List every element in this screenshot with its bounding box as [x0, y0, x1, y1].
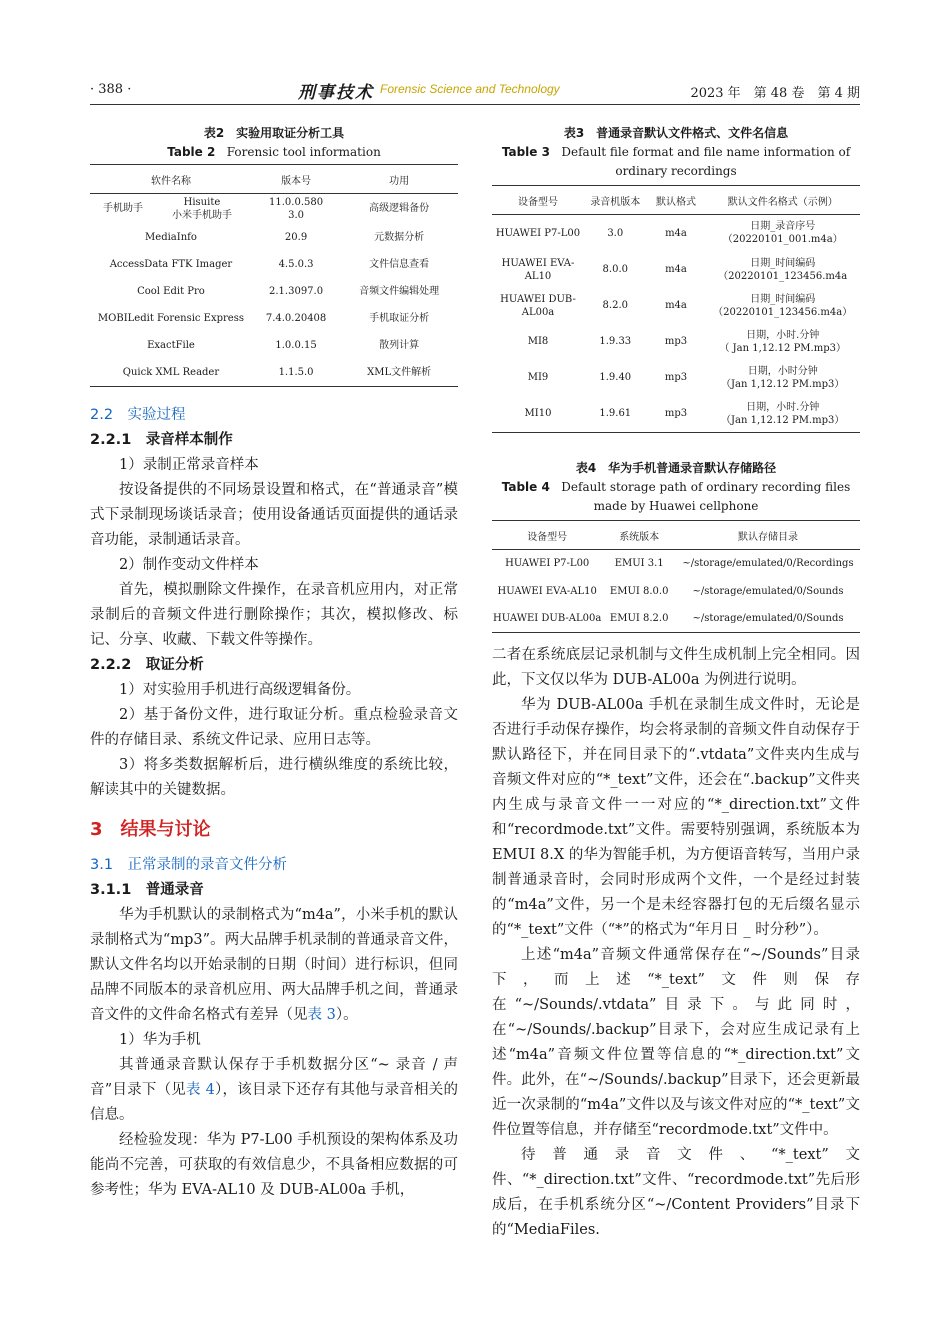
- table-cell: 20.9: [284, 231, 308, 243]
- filename-pattern: 日期，小时.分钟: [746, 329, 820, 341]
- table-row: [90, 305, 458, 332]
- table-cell: XML文件解析: [340, 359, 458, 387]
- table-cell: [705, 324, 860, 360]
- table-cell: 高级逻辑备份: [369, 203, 430, 215]
- table-cell: Quick XML Reader: [90, 359, 252, 387]
- table-cell: EMUI 8.2.0: [602, 605, 676, 633]
- table-cell: 1.9.61: [584, 396, 647, 433]
- table-row: [90, 251, 458, 278]
- table-cell: mp3: [647, 396, 706, 433]
- table-cell: 8.2.0: [602, 300, 628, 311]
- table-cell: mp3: [664, 372, 688, 383]
- table4-title-cn: 表4 华为手机普通录音默认存储路径: [575, 461, 777, 475]
- subsection-heading: 3.1.1 普通录音: [90, 882, 204, 898]
- table-cell: ~/storage/emulated/0/Sounds: [692, 585, 844, 597]
- subsection-heading: 2.2.1 录音样本制作: [90, 432, 233, 448]
- filename-pattern: 日期，小时.分钟: [746, 401, 820, 413]
- table3: [492, 185, 860, 433]
- table-cell: AccessData FTK Imager: [109, 258, 233, 270]
- table-row: [90, 194, 458, 224]
- table-cell: ExactFile: [147, 339, 195, 351]
- column-header: 默认存储目录: [676, 521, 860, 550]
- table-cell: 元数据分析: [374, 231, 425, 243]
- table-cell: MI8: [527, 336, 549, 347]
- table-cell: ~/storage/emulated/0/Recordings: [682, 558, 854, 570]
- paragraph: 1）录制正常录音样本: [119, 457, 259, 473]
- filename-example: （ Jan 1,12.12 PM.mp3）: [719, 342, 846, 354]
- left-column: [90, 124, 458, 1203]
- table-header-row: [492, 521, 860, 550]
- subsection-heading: 2.2.2 取证分析: [90, 657, 204, 673]
- table-cell: m4a: [665, 227, 687, 239]
- table-cell: m4a: [665, 264, 687, 275]
- table-cell: MOBILedit Forensic Express: [97, 312, 244, 324]
- table4: [492, 520, 860, 633]
- page-number: · 388 ·: [90, 82, 132, 97]
- column-header: 设备型号: [492, 186, 584, 215]
- table-cell: [90, 194, 252, 224]
- table-cell: HUAWEI P7-L00: [495, 227, 581, 239]
- table-cell: HUAWEI EVA-AL10: [497, 585, 597, 597]
- table3-caption: [492, 124, 860, 181]
- filename-example: （Jan 1,12.12 PM.mp3）: [721, 414, 845, 426]
- table3-label-en: Table 3: [501, 145, 550, 159]
- table-row: [90, 278, 458, 305]
- table-cell: HUAWEI P7-L00: [505, 558, 590, 570]
- filename-example: （20220101_001.m4a）: [722, 234, 843, 246]
- right-body: [492, 643, 860, 1243]
- table-row: [90, 332, 458, 359]
- paragraph: 上述“m4a”音频文件通常保存在“~/Sounds”目录下，而上述“*_text”文件则保存在“~/Sounds/.vtdata”目录下。与此同时，在“~/Sounds/.backup”目录下，会对应生成记录有上述“m4a”音频文件位置等信息的“*_direction.txt”文件。此外，在“~/Sounds/.backup”目录下，还会更新最近一次录制的“m4a”文件以及与该文件对应的“*_text”文件位置等信息，并存储至“recordmode.txt”文件中。: [492, 947, 860, 1138]
- table-header-row: [90, 165, 458, 194]
- column-header: 系统版本: [602, 521, 676, 550]
- paragraph: 2）基于备份文件，进行取证分析。重点检验录音文件的存储目录、系统文件记录、应用日志等。: [90, 707, 458, 748]
- table-cell: HUAWEI EVA-AL10: [501, 257, 575, 282]
- table-cell: MI9: [527, 372, 549, 383]
- paragraph: 按设备提供的不同场景设置和格式，在“普通录音”模式下录制现场谈话录音；使用设备通话页面提供的通话录音功能，录制通话录音。: [90, 482, 458, 548]
- table2: [90, 164, 458, 387]
- column-header: 默认格式: [647, 186, 706, 215]
- filename-pattern: 日期_录音序号: [750, 221, 816, 233]
- paragraph-text: 华为手机默认的录制格式为“m4a”，小米手机的默认录制格式为“mp3”。两大品牌手机录制的普通录音文件，默认文件名均以开始录制的日期（时间）进行标识，但同品牌不同版本的录音机应用、两大品牌手机之间，普通录音文件的文件命名格式有差异（见: [90, 907, 458, 1023]
- chapter-heading: 3 结果与讨论: [90, 819, 211, 840]
- table-cell: 8.0.0: [602, 264, 628, 275]
- section-heading: 2.2 实验过程: [90, 407, 186, 423]
- tool-name: 手机助手: [103, 202, 143, 214]
- tool-version: 3.0: [288, 209, 305, 221]
- filename-pattern: 日期_时间编码: [750, 293, 816, 305]
- table-row: [492, 396, 860, 433]
- table-cell: 2.1.3097.0: [269, 285, 324, 297]
- table4-link[interactable]: 表 4: [186, 1082, 215, 1098]
- table-cell: [705, 396, 860, 433]
- paragraph: 经检验发现：华为 P7-L00 手机预设的架构体系及功能尚不完善，可获取的有效信息少，不具备相应数据的可参考性；华为 EVA-AL10 及 DUB-AL00a 手机，: [90, 1132, 458, 1198]
- table-cell: EMUI 3.1: [614, 558, 664, 570]
- paragraph: [90, 1053, 458, 1128]
- table-row: [492, 324, 860, 360]
- paragraph-text: ），该目录下还存有其他与录音相关的信息。: [90, 1082, 458, 1123]
- filename-example: （20220101_123456.m4a）: [713, 306, 853, 318]
- paragraph: 2）制作变动文件样本: [119, 557, 259, 573]
- table-cell: m4a: [665, 300, 687, 311]
- table-row: [492, 605, 860, 633]
- table-cell: [705, 252, 860, 288]
- table2-caption: [90, 124, 458, 162]
- column-header: 设备型号: [492, 521, 602, 550]
- table-cell: mp3: [664, 336, 688, 347]
- column-header: 软件名称: [90, 165, 252, 194]
- issue-info: 2023 年 第 48 卷 第 4 期: [690, 86, 860, 101]
- table-row: [492, 578, 860, 605]
- table-cell: 音频文件编辑处理: [359, 285, 440, 297]
- table-row: [492, 288, 860, 324]
- paragraph: 华为 DUB-AL00a 手机在录制生成文件时，无论是否进行手动保存操作，均会将录制的音频文件自动保存于默认路径下，并在同目录下的“.vtdata”文件夹内生成与音频文件对应的“*_text”文件，还会在“.backup”文件夹内生成与录音文件一一对应的“*_direction.txt”文件和“recordmode.txt”文件。需要特别强调，系统版本为 EMUI 8.X 的华为智能手机，为方便语音转写，当用户录制普通录音时，会同时形成两个文件，一个是经过封装的“m4a”文件，另一个是未经容器打包的无后缀名显示的“*_text”文件（“*”的格式为“年月日 _ 时分秒”）。: [492, 697, 860, 938]
- column-header: 默认文件名格式（示例）: [705, 186, 860, 215]
- table4-title-en: Default storage path of ordinary recording files made by Huawei cellphone: [561, 480, 851, 513]
- table-cell: [705, 360, 860, 396]
- column-header: 功用: [340, 165, 458, 194]
- left-body: [90, 403, 458, 1203]
- paragraph: 首先，模拟删除文件操作，在录音机应用内，对正常录制后的音频文件进行删除操作；其次，模拟修改、标记、分享、收藏、下载文件等操作。: [90, 582, 458, 648]
- running-header: [90, 78, 860, 102]
- table-cell: 1.9.33: [599, 336, 632, 347]
- table-cell: 散列计算: [379, 339, 420, 351]
- table2-title-en: Forensic tool information: [226, 145, 381, 159]
- tool-subnames: [172, 196, 232, 222]
- journal-logo-cn: 刑事技术: [298, 83, 374, 103]
- filename-example: （20220101_123456.m4a: [718, 270, 848, 282]
- journal-name-en: Forensic Science and Technology: [380, 82, 560, 96]
- table-cell: [705, 215, 860, 252]
- table-cell: MI10: [492, 396, 584, 433]
- table3-title-cn: 表3 普通录音默认文件格式、文件名信息: [563, 126, 789, 140]
- tool-subname: Hisuite: [183, 196, 221, 208]
- tool-version: 11.0.0.580: [269, 196, 324, 208]
- table-row: [90, 359, 458, 387]
- table-row: [492, 252, 860, 288]
- table-cell: EMUI 8.0.0: [609, 585, 669, 597]
- table-row: [492, 550, 860, 578]
- paragraph: 待普通录音文件、“*_text”文件、“*_direction.txt”文件、“recordmode.txt”先后形成后，在手机系统分区“~/Content Providers”目录下的“MediaFiles.: [492, 1147, 860, 1238]
- table3-title-en: Default file format and file name information of ordinary recordings: [561, 145, 851, 178]
- tool-subname: 小米手机助手: [171, 209, 232, 221]
- table-cell: MediaInfo: [145, 231, 197, 243]
- table-cell: 3.0: [607, 227, 624, 239]
- table-header-row: [492, 186, 860, 215]
- table-cell: Cool Edit Pro: [137, 285, 205, 297]
- column-header: 版本号: [252, 165, 340, 194]
- table4-label-en: Table 4: [501, 480, 550, 494]
- filename-pattern: 日期_时间编码: [750, 257, 816, 269]
- paragraph: 1）对实验用手机进行高级逻辑备份。: [119, 682, 361, 698]
- table-cell: [705, 288, 860, 324]
- table-cell: 1.9.40: [599, 372, 632, 383]
- column-header: 录音机版本: [584, 186, 647, 215]
- table-cell: ~/storage/emulated/0/Sounds: [676, 605, 860, 633]
- table2-label-en: Table 2: [167, 145, 216, 159]
- table-cell: [252, 194, 340, 224]
- section-heading: 3.1 正常录制的录音文件分析: [90, 857, 288, 873]
- filename-pattern: 日期，小时分钟: [747, 365, 818, 377]
- table-cell: HUAWEI DUB-AL00a: [492, 605, 602, 633]
- paragraph-text: 其普通录音默认保存于手机数据分区“~ 录音 / 声音”目录下（见: [90, 1057, 458, 1098]
- table-row: [90, 224, 458, 251]
- table-cell: 手机取证分析: [369, 312, 430, 324]
- table4-caption: [492, 459, 860, 516]
- right-column: [492, 124, 860, 1243]
- table-cell: 4.5.0.3: [278, 258, 314, 270]
- table-cell: 7.4.0.20408: [265, 312, 327, 324]
- paragraph: [90, 903, 458, 1028]
- paragraph: 3）将多类数据解析后，进行横纵维度的系统比较，解读其中的关键数据。: [90, 757, 458, 798]
- table-cell: 1.1.5.0: [252, 359, 340, 387]
- header-rule: [90, 104, 860, 105]
- table-row: [492, 360, 860, 396]
- paragraph: 二者在系统底层记录机制与文件生成机制上完全相同。因此，下文仅以华为 DUB-AL00a 为例进行说明。: [492, 647, 860, 688]
- table3-link[interactable]: 表 3: [307, 1007, 336, 1023]
- filename-example: （Jan 1,12.12 PM.mp3）: [721, 378, 845, 390]
- table-cell: HUAWEI DUB-AL00a: [500, 293, 576, 318]
- paragraph: 1）华为手机: [119, 1032, 201, 1048]
- table2-title-cn: 表2 实验用取证分析工具: [203, 126, 345, 140]
- table-cell: 文件信息查看: [369, 258, 430, 270]
- table-row: [492, 215, 860, 252]
- table-cell: 1.0.0.15: [275, 339, 317, 351]
- paragraph-text: ）。: [335, 1007, 358, 1023]
